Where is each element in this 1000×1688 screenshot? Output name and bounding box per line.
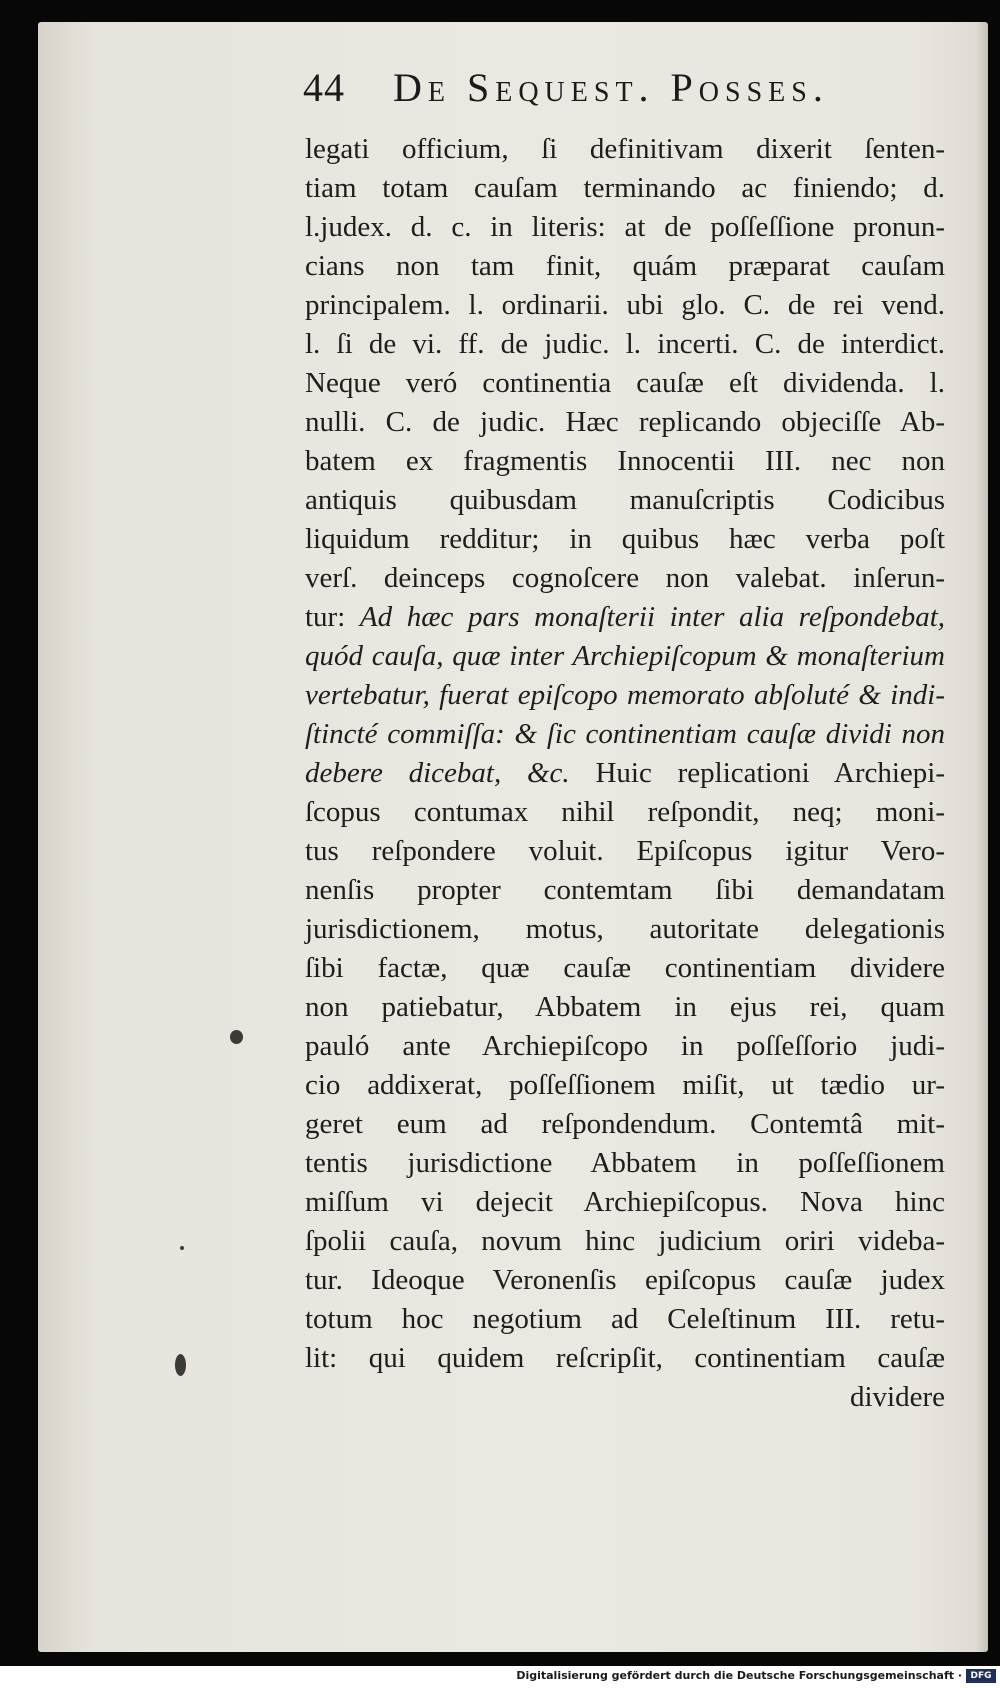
- text-segment: lit: qui quidem reſcripſit, continentiam cauſæ: [305, 1342, 945, 1374]
- ink-blot-mark: [230, 1030, 243, 1044]
- italic-quote-text: ſtincté commiſſa: & ſic continentiam cauſæ dividi non: [305, 718, 945, 750]
- text-line: [305, 910, 945, 949]
- italic-quote-text: quód cauſa, quæ inter Archiepiſcopum & monaſterium: [305, 640, 945, 672]
- text-line: [305, 949, 945, 988]
- text-segment: legati officium, ſi definitivam dixerit ſenten-: [305, 133, 945, 165]
- text-segment: tur. Ideoque Veronenſis epiſcopus cauſæ judex: [305, 1264, 945, 1296]
- text-line: [305, 1183, 945, 1222]
- text-segment: Huic replicationi Archiepi-: [569, 757, 945, 789]
- text-segment: jurisdictionem, motus, autoritate delegationis: [305, 913, 945, 945]
- text-line: [305, 325, 945, 364]
- text-line: [305, 403, 945, 442]
- digitization-footer: [0, 1666, 1000, 1688]
- text-segment: tiam totam cauſam terminando ac finiendo; d.: [305, 172, 945, 204]
- text-segment: ſibi factæ, quæ cauſæ continentiam dividere: [305, 952, 945, 984]
- text-line: [305, 130, 945, 169]
- text-line: [305, 754, 945, 793]
- italic-quote-text: vertebatur, fuerat epiſcopo memorato abſoluté & indi-: [305, 679, 945, 711]
- text-line: [305, 715, 945, 754]
- text-line: [305, 481, 945, 520]
- text-line: [305, 637, 945, 676]
- book-page: [38, 22, 988, 1652]
- text-line: [305, 169, 945, 208]
- text-segment: tus reſpondere voluit. Epiſcopus igitur Vero-: [305, 835, 945, 867]
- catchword: dividere: [849, 1381, 945, 1413]
- text-segment: liquidum redditur; in quibus hæc verba poſt: [305, 523, 945, 555]
- text-line: [305, 247, 945, 286]
- text-segment: totum hoc negotium ad Celeſtinum III. retu-: [305, 1303, 945, 1335]
- text-line: [305, 559, 945, 598]
- text-line: [305, 1105, 945, 1144]
- text-segment: cians non tam finit, quám præparat cauſam: [305, 250, 945, 282]
- text-segment: tur:: [305, 601, 360, 633]
- text-line: [305, 871, 945, 910]
- funding-notice: Digitalisierung gefördert durch die Deutsche Forschungsgemeinschaft ·: [516, 1669, 962, 1682]
- text-segment: tentis jurisdictione Abbatem in poſſeſſionem: [305, 1147, 945, 1179]
- text-line: [305, 793, 945, 832]
- text-segment: miſſum vi dejecit Archiepiſcopus. Nova hinc: [305, 1186, 945, 1218]
- text-line: [305, 520, 945, 559]
- text-line: [305, 1300, 945, 1339]
- text-segment: l. ſi de vi. ff. de judic. l. incerti. C. de interdict.: [305, 328, 945, 360]
- page-edge-shadow: [976, 22, 988, 1652]
- page-number: 44: [303, 65, 345, 110]
- text-segment: geret eum ad reſpondendum. Contemtâ mit-: [305, 1108, 945, 1140]
- page-header: [303, 64, 943, 116]
- text-line: [305, 1261, 945, 1300]
- text-segment: nenſis propter contemtam ſibi demandatam: [305, 874, 945, 906]
- text-segment: pauló ante Archiepiſcopo in poſſeſſorio judi-: [305, 1030, 945, 1062]
- text-line: [305, 988, 945, 1027]
- dfg-logo: DFG: [966, 1669, 996, 1683]
- text-line: [305, 1144, 945, 1183]
- text-segment: non patiebatur, Abbatem in ejus rei, quam: [305, 991, 945, 1023]
- text-line: [305, 1222, 945, 1261]
- text-line: [305, 1066, 945, 1105]
- running-head: De Sequest. Posses.: [393, 65, 829, 110]
- text-segment: principalem. l. ordinarii. ubi glo. C. de rei vend.: [305, 289, 945, 321]
- text-segment: ſcopus contumax nihil reſpondit, neq; moni-: [305, 796, 945, 828]
- text-line: [305, 442, 945, 481]
- text-line: [305, 208, 945, 247]
- text-line: [305, 598, 945, 637]
- text-segment: batem ex fragmentis Innocentii III. nec non: [305, 445, 945, 477]
- italic-quote-text: Ad hæc pars monaſterii inter alia reſpondebat,: [359, 601, 945, 633]
- text-line: [305, 832, 945, 871]
- text-line: [305, 1027, 945, 1066]
- text-segment: nulli. C. de judic. Hæc replicando objeciſſe Ab-: [305, 406, 945, 438]
- ink-speck-mark: [180, 1246, 184, 1250]
- text-segment: l.judex. d. c. in literis: at de poſſeſſione pronun-: [305, 211, 945, 243]
- ink-blot-mark: [175, 1354, 186, 1376]
- body-text: [305, 130, 945, 1417]
- text-segment: cio addixerat, poſſeſſionem miſit, ut tædio ur-: [305, 1069, 945, 1101]
- italic-quote-text: debere dicebat, &c.: [305, 757, 570, 789]
- text-segment: verſ. deinceps cognoſcere non valebat. inſerun-: [305, 562, 945, 594]
- text-segment: antiquis quibusdam manuſcriptis Codicibus: [305, 484, 945, 516]
- text-line: [305, 286, 945, 325]
- text-line: [305, 364, 945, 403]
- text-segment: ſpolii cauſa, novum hinc judicium oriri videba-: [305, 1225, 945, 1257]
- text-line: [305, 1339, 945, 1378]
- text-segment: Neque veró continentia cauſæ eſt dividenda. l.: [305, 367, 945, 399]
- text-line: [305, 676, 945, 715]
